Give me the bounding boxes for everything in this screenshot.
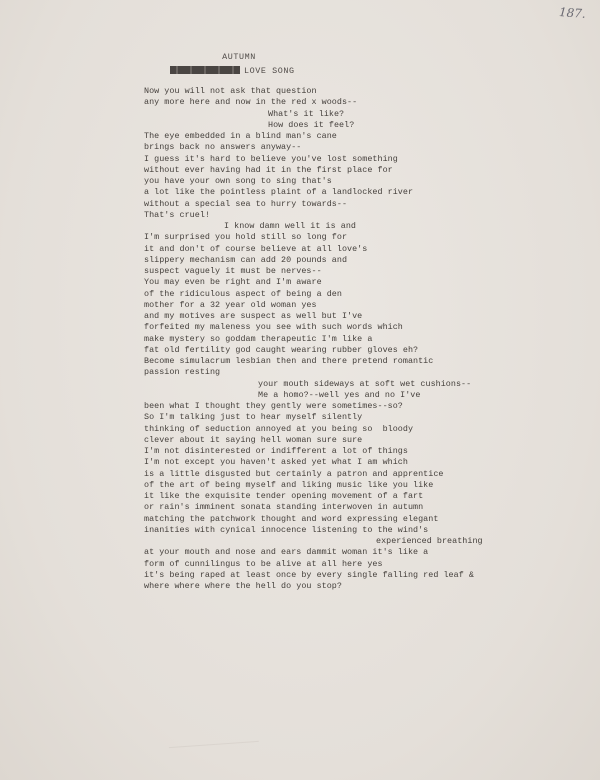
poem-line: You may even be right and I'm aware (144, 277, 322, 288)
poem-line: I'm surprised you hold still so long for (144, 232, 348, 243)
poem-line: without a special sea to hurry towards-- (144, 198, 348, 209)
poem-line: I'm not disinterested or indifferent a lot of things (144, 446, 408, 456)
poem-line: it and don't of course believe at all love's (144, 243, 368, 254)
poem-line: I'm not except you haven't asked yet what I am which (144, 457, 408, 468)
poem-line: is a little disgusted but certainly a patron and apprentice (144, 468, 444, 479)
poem-body (144, 86, 584, 592)
poem-line: you have your own song to sing that's (144, 176, 332, 186)
page-number: 187. (558, 5, 587, 21)
faint-handwriting-mark (167, 717, 259, 748)
redaction-mark (170, 66, 240, 74)
poem-line: clever about it saying hell woman sure sure (144, 434, 363, 445)
poem-line: The eye embedded in a blind man's cane (144, 131, 337, 141)
poem-line: a lot like the pointless plaint of a landlocked river (144, 187, 414, 198)
poem-line: mother for a 32 year old woman yes (144, 299, 317, 310)
poem-line: I guess it's hard to believe you've lost something (144, 153, 398, 164)
poem-line: passion resting (144, 367, 221, 378)
poem-line: it's being raped at least once by every single falling red leaf & (144, 569, 474, 580)
poem-line: make mystery so goddam therapeutic I'm like a (144, 333, 373, 344)
poem-subtitle-text: LOVE SONG (244, 66, 295, 76)
poem-line: suspect vaguely it must be nerves-- (144, 266, 322, 276)
poem-line: and my motives are suspect as well but I've (144, 311, 363, 321)
poem-title: AUTUMN (222, 52, 256, 62)
poem-line: been what I thought they gently were sometimes--so? (144, 401, 403, 411)
poem-line: without ever having had it in the first place for (144, 164, 393, 175)
poem-line: forfeited my maleness you see with such words which (144, 322, 403, 333)
poem-line: fat old fertility god caught wearing rubber gloves eh? (144, 344, 419, 355)
poem-line: Me a homo?--well yes and no I've (258, 389, 421, 400)
poem-line: it like the exquisite tender opening movement of a fart (144, 491, 424, 501)
poem-line: matching the patchwork thought and word expressing elegant (144, 513, 439, 524)
poem-line: Now you will not ask that question (144, 86, 317, 96)
poem-line: What's it like? (268, 108, 345, 119)
poem-line: slippery mechanism can add 20 pounds and (144, 254, 348, 265)
poem-line: where where where the hell do you stop? (144, 581, 342, 591)
poem-line: at your mouth and nose and ears dammit woman it's like a (144, 547, 429, 558)
poem-line: So I'm talking just to hear myself silently (144, 412, 363, 423)
poem-line: your mouth sideways at soft wet cushions-- (258, 378, 472, 389)
poem-subtitle (170, 66, 390, 76)
poem-line: or rain's imminent sonata standing interwoven in autumn (144, 502, 424, 513)
poem-line: form of cunnilingus to be alive at all here yes (144, 558, 383, 569)
poem-line: Become simulacrum lesbian then and there pretend romantic (144, 356, 434, 366)
poem-line: any more here and now in the red x woods-- (144, 97, 358, 108)
poem-line: inanities with cynical innocence listening to the wind's (144, 524, 429, 535)
poem-line: experienced breathing (376, 536, 483, 546)
poem-line: How does it feel? (268, 119, 355, 130)
poem-line: thinking of seduction annoyed at you being so bloody (144, 423, 414, 434)
poem-line: of the art of being myself and liking music like you like (144, 479, 434, 490)
poem-line: brings back no answers anyway-- (144, 142, 302, 153)
poem-line: That's cruel! (144, 209, 210, 220)
poem-line: I know damn well it is and (224, 221, 356, 231)
poem-line: of the ridiculous aspect of being a den (144, 288, 342, 299)
